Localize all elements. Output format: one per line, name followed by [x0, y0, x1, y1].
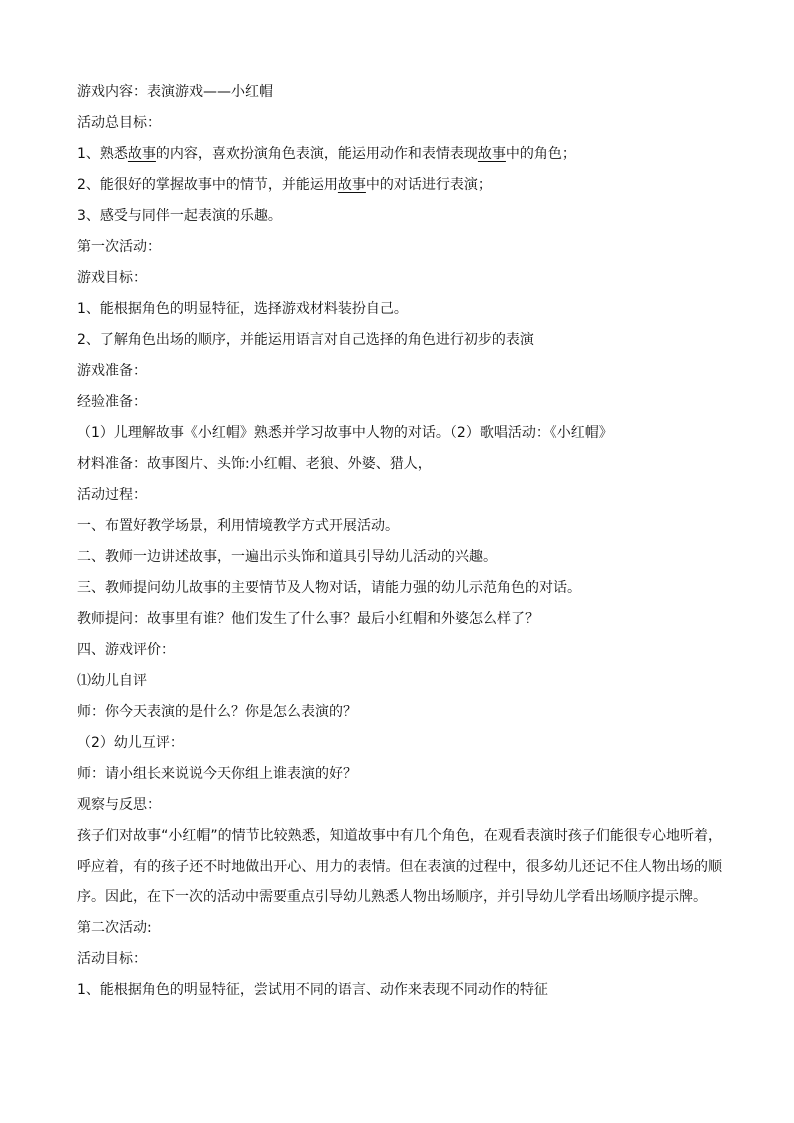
reflection-heading: 观察与反思： [77, 797, 161, 813]
material-prep: 材料准备：故事图片、头饰:小红帽、老狼、外婆、猎人， [77, 456, 432, 472]
activity-goals-heading: 活动目标： [77, 950, 147, 967]
second-activity-heading: 第二次活动: [77, 919, 152, 936]
first-activity-heading: 第一次活动： [77, 239, 161, 255]
process-step-1: 一、布置好教学场景，利用情境教学方式开展活动。 [77, 518, 399, 534]
game-content-title: 游戏内容：表演游戏——小红帽 [77, 84, 273, 100]
self-evaluation-question: 师：你今天表演的是什么？你是怎么表演的？ [77, 704, 357, 720]
evaluation-heading: 四、游戏评价： [77, 642, 175, 658]
overall-goal-2: 2、能很好的掌握故事中的情节，并能运用故事中的对话进行表演； [77, 177, 492, 193]
self-evaluation: ⑴幼儿自评 [77, 673, 147, 689]
experience-prep-items: （1）儿理解故事《小红帽》熟悉并学习故事中人物的对话。（2）歌唱活动：《小红帽》 [77, 425, 613, 441]
game-goal-1: 1、能根据角色的明显特征，选择游戏材料装扮自己。 [77, 301, 408, 317]
activity-process-heading: 活动过程： [77, 487, 147, 503]
game-goals-heading: 游戏目标： [77, 270, 147, 286]
document-body [77, 77, 722, 1006]
process-step-3: 三、教师提问幼儿故事的主要情节及人物对话，请能力强的幼儿示范角色的对话。 [77, 580, 581, 596]
experience-prep-heading: 经验准备： [77, 394, 147, 410]
peer-evaluation-question: 师：请小组长来说说今天你组上谁表演的好？ [77, 766, 357, 782]
teacher-questions: 教师提问：故事里有谁？他们发生了什么事？最后小红帽和外婆怎么样了？ [77, 611, 539, 627]
overall-goal-3: 3、感受与同伴一起表演的乐趣。 [77, 208, 282, 224]
peer-evaluation: （2）幼儿互评： [77, 735, 184, 751]
overall-goal-1: 1、熟悉故事的内容，喜欢扮演角色表演，能运用动作和表情表现故事中的角色； [77, 146, 576, 162]
overall-goals-heading: 活动总目标： [77, 115, 161, 131]
game-goal-2: 2、了解角色出场的顺序，并能运用语言对自己选择的角色进行初步的表演 [77, 332, 534, 348]
process-step-2: 二、教师一边讲述故事，一遍出示头饰和道具引导幼儿活动的兴趣。 [77, 549, 497, 565]
activity-goal-1: 1、能根据角色的明显特征，尝试用不同的语言、动作来表现不同动作的特征 [77, 981, 548, 998]
reflection-paragraph: 孩子们对故事“小红帽”的情节比较熟悉，知道故事中有几个角色，在观看表演时孩子们能很专心地听着，呼应着，有的孩子还不时地做出开心、用力的表情。但在表演的过程中，很多幼儿还记不住人物出场的顺序。因此，在下一次的活动中需要重点引导幼儿熟悉人物出场顺序，并引导幼儿学看出场顺序提示牌。 [77, 828, 722, 905]
game-prep-heading: 游戏准备： [77, 363, 147, 379]
